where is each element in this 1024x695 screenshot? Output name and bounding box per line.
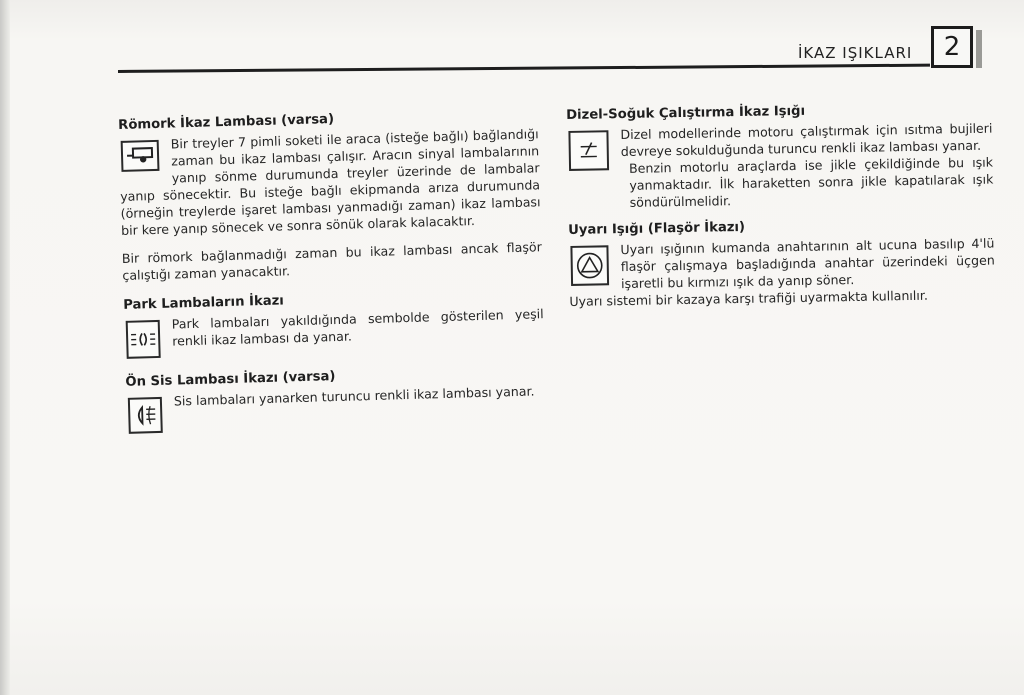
left-column [118, 106, 547, 436]
section-title: Park Lambaların İkazı [123, 293, 285, 313]
trailer-warning-icon [121, 140, 160, 172]
trailer-warning-section [118, 106, 542, 284]
glow-plug-icon [568, 130, 609, 171]
chapter-tab [976, 30, 982, 68]
front-fog-lamp-icon [128, 397, 163, 434]
section-title: Uyarı Işığı (Flaşör İkazı) [568, 219, 746, 238]
front-fog-section [125, 363, 547, 436]
section-paragraph: Bir römork bağlanmadığı zaman bu ikaz lambası ancak flaşör çalıştığı zaman yanacaktır. [121, 239, 542, 283]
page-edge [0, 0, 10, 695]
chapter-number-box: 2 [931, 26, 973, 68]
section-title: Ön Sis Lambası İkazı (varsa) [125, 369, 336, 390]
section-title: Römork İkaz Lambası (varsa) [118, 111, 335, 133]
section-paragraph: Sis lambaları yanarken turuncu renkli ikaz lambası yanar. [173, 383, 535, 409]
glow-plug-section [566, 101, 994, 212]
section-paragraph: Bir treyler 7 pimli soketi ile araca (isteğe bağlı) bağlandığı zaman bu ikaz lambası çalışır. Aracın sinyal lambalarının yanıp sönme durumunda treyler üzerinde de lambalar yanıp sönecektir. Bu isteğe bağlı ekipmanda arıza durumunda (örneğin treylerde işaret lambası yanmadığı zaman) ikaz lambası bir kere yanıp sönecek ve sonra sönük olarak kalacaktır. [119, 126, 541, 238]
parking-lights-icon [126, 320, 161, 359]
right-column [566, 101, 995, 310]
section-paragraph: Park lambaları yakıldığında sembolde gösterilen yeşil renkli ikaz lambası da yanar. [171, 306, 544, 349]
parking-lights-section [123, 286, 545, 361]
section-paragraph: Uyarı sistemi bir kazaya karşı trafiği uyarmakta kullanılır. [569, 287, 929, 309]
section-paragraph: Dizel modellerinde motoru çalıştırmak için ısıtma bujileri devreye sokulduğunda turuncu renkli ikaz lambası yanar. [620, 120, 993, 160]
section-header-title: İKAZ IŞIKLARI [798, 44, 913, 62]
hazard-warning-icon [570, 245, 609, 286]
section-paragraph: Benzin motorlu araçlarda ise jikle çekildiğinde bu ışık yanmaktadır. İlk haraketten sonra jikle kapatılarak ışık söndürülmelidir. [628, 154, 994, 210]
section-title: Dizel-Soğuk Çalıştırma İkaz Işığı [566, 103, 806, 123]
hazard-warning-section [568, 216, 995, 310]
section-paragraph: Uyarı ışığının kumanda anahtarının alt ucuna basılıp 4'lü flaşör çalışmaya başladığında anahtar üzerindeki üçgen işaretli bu kırmızı ışık da yanıp söner. [620, 235, 995, 292]
